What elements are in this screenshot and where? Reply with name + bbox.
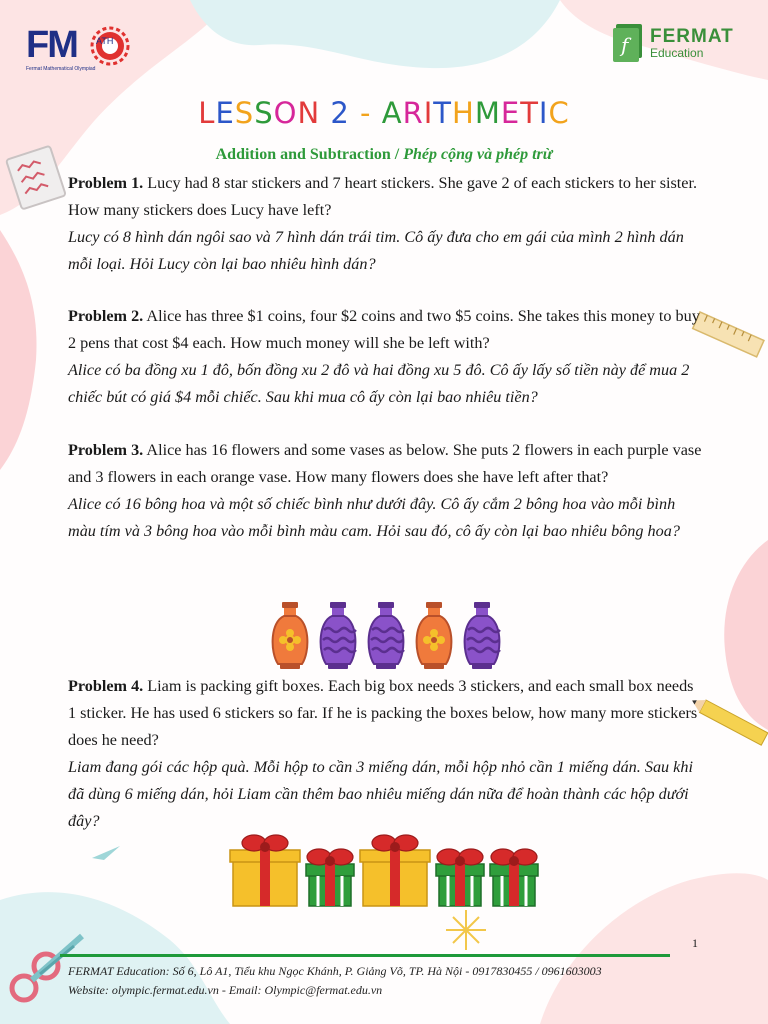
gift-boxes-illustration	[228, 830, 542, 908]
title-letter: 2	[330, 96, 350, 130]
fermat-education-logo	[612, 22, 752, 64]
problem-text-en	[68, 673, 702, 754]
orange-vase-icon	[273, 602, 308, 669]
brand-name: FERMAT	[650, 26, 734, 47]
logo-sup-text: ATH	[96, 36, 114, 46]
footer-divider	[60, 954, 670, 957]
problem-text-en	[68, 437, 702, 491]
brand-sub: Education	[650, 46, 704, 60]
small-gift-box-icon	[306, 849, 354, 906]
svg-text:f: f	[621, 33, 629, 57]
subtitle-vietnamese: Phép cộng và phép trừ	[403, 146, 553, 163]
title-letter: I	[423, 96, 434, 130]
title-letter: T	[433, 96, 453, 130]
title-letter: H	[452, 96, 475, 130]
big-gift-box-icon	[230, 835, 300, 906]
small-gift-box-icon	[436, 849, 484, 906]
problem-2	[68, 303, 702, 411]
vases-illustration	[266, 600, 506, 672]
problem-text-en	[68, 303, 702, 357]
footer-address: FERMAT Education: Số 6, Lô A1, Tiểu khu Ngọc Khánh, P. Giảng Võ, TP. Hà Nội - 0917830455 / 0961603003	[68, 964, 602, 978]
title-letter: L	[198, 96, 216, 130]
logo-sub-text: Fermat Mathematical Olympiad	[26, 66, 96, 72]
problem-vietnamese: Liam đang gói các hộp quà. Mỗi hộp to cần 3 miếng dán, mỗi hộp nhỏ cần 1 miếng dán. Sau khi đã dùng 6 miếng dán, hỏi Liam cần thêm bao nhiêu miếng dán nữa để hoàn thành các hộp dưới đây?	[68, 758, 693, 830]
logo-text: FM	[26, 24, 77, 66]
small-gift-box-icon	[490, 849, 538, 906]
fmo-logo	[22, 18, 132, 78]
title-letter: O	[273, 96, 298, 130]
title-letter: -	[360, 96, 372, 130]
title-letter: E	[500, 96, 521, 130]
problem-english: Liam is packing gift boxes. Each big box needs 3 stickers, and each small box needs 1 sticker. He has used 6 stickers so far. If he is packing the boxes below, how many more stickers does he need?	[68, 677, 698, 749]
title-letter: I	[538, 96, 549, 130]
title-letter	[320, 96, 330, 130]
big-gift-box-icon	[360, 835, 430, 906]
purple-vase-icon	[465, 602, 500, 669]
problem-english: Alice has 16 flowers and some vases as below. She puts 2 flowers in each purple vase and 3 flowers in each orange vase. How many flowers does she have left after that?	[68, 441, 702, 486]
problem-english: Alice has three $1 coins, four $2 coins and two $5 coins. She takes this money to buy 2 pens that cost $4 each. How much money will she be left with?	[68, 307, 700, 352]
title-letter: M	[474, 96, 501, 130]
problem-english: Lucy had 8 star stickers and 7 heart stickers. She gave 2 of each stickers to her sister. How many stickers does Lucy have left?	[68, 174, 698, 219]
problem-label: Problem 3.	[68, 441, 144, 459]
footer-website: Website: olympic.fermat.edu.vn - Email: Olympic@fermat.edu.vn	[68, 983, 383, 997]
problem-text-en	[68, 170, 702, 224]
title-letter	[350, 96, 360, 130]
problem-label: Problem 2.	[68, 307, 144, 325]
subtitle-english: Addition and Subtraction /	[215, 146, 404, 163]
title-letter	[372, 96, 382, 130]
title-letter: T	[520, 96, 539, 130]
book-icon	[612, 22, 646, 62]
title-letter: E	[215, 96, 235, 130]
problem-3	[68, 437, 702, 545]
section-subtitle	[0, 146, 768, 164]
page-number: 1	[692, 936, 698, 950]
title-letter: S	[254, 96, 274, 130]
title-letter: C	[548, 96, 570, 130]
title-letter: S	[234, 96, 255, 130]
problem-label: Problem 1.	[68, 174, 144, 192]
purple-vase-icon	[321, 602, 356, 669]
page-title	[0, 96, 768, 130]
problem-4	[68, 673, 702, 835]
orange-vase-icon	[417, 602, 452, 669]
title-letter: A	[381, 96, 403, 130]
problem-1	[68, 170, 702, 278]
problem-vietnamese: Alice có 16 bông hoa và một số chiếc bình như dưới đây. Cô ấy cắm 2 bông hoa vào mỗi bình màu tím và 3 bông hoa vào mỗi bình màu cam. Hỏi sau đó, cô ấy còn lại bao nhiêu bông hoa?	[68, 495, 680, 540]
purple-vase-icon	[369, 602, 404, 669]
footer	[68, 962, 602, 1000]
title-letter: N	[297, 96, 321, 130]
problem-label: Problem 4.	[68, 677, 144, 695]
problem-vietnamese: Alice có ba đồng xu 1 đô, bốn đồng xu 2 đô và hai đồng xu 5 đô. Cô ấy lấy số tiền này để mua 2 chiếc bút có giá $4 mỗi chiếc. Sau khi mua cô ấy còn lại bao nhiêu tiền?	[68, 361, 690, 406]
title-letter: R	[402, 96, 424, 130]
problem-vietnamese: Lucy có 8 hình dán ngôi sao và 7 hình dán trái tim. Cô ấy đưa cho em gái của mình 2 hình dán mỗi loại. Hỏi Lucy còn lại bao nhiêu hình dán?	[68, 228, 684, 273]
